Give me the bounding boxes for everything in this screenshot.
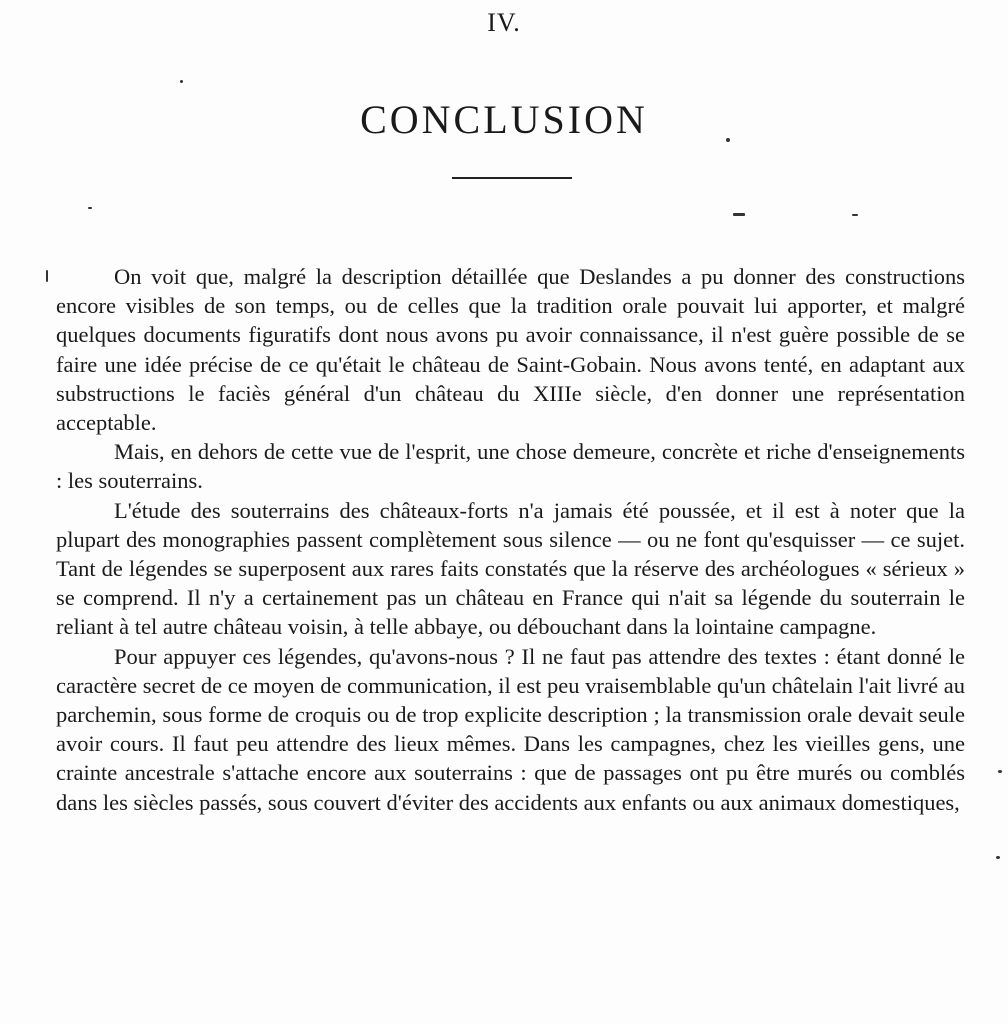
scan-speck (852, 214, 858, 216)
paragraph: Mais, en dehors de cette vue de l'esprit, une chose demeure, concrète et riche d'enseignements : les souterrains. (56, 439, 965, 494)
body-text (56, 262, 965, 817)
scan-speck (88, 207, 92, 209)
page-title: CONCLUSION (360, 97, 648, 142)
paragraph: Pour appuyer ces légendes, qu'avons-nous ? Il ne faut pas attendre des textes : étant donné le caractère secret de ce moyen de communication, il est peu vraisemblable qu'un châtelain l'ait livré au parchemin, sous forme de croquis ou de trop explicite description ; la transmission orale devait seule avoir cours. Il faut peu attendre des lieux mêmes. Dans les campagnes, chez les vieilles gens, une crainte ancestrale s'attache encore aux souterrains : que de passages ont pu être murés ou comblés dans les siècles passés, sous couvert d'éviter des accidents aux enfants ou aux animaux domestiques, (56, 643, 965, 815)
scan-speck (180, 80, 183, 83)
scan-speck (996, 856, 1000, 859)
scan-speck (726, 138, 730, 142)
scan-speck (46, 270, 48, 282)
paragraph: On voit que, malgré la description détaillée que Deslandes a pu donner des constructions encore visibles de son temps, ou de celles que la tradition orale pouvait lui apporter, et malgré quelques documents figuratifs dont nous avons pu avoir connaissance, il n'est guère possible de se faire une idée précise de ce qu'était le château de Saint-Gobain. Nous avons tenté, en adaptant aux substructions le faciès général d'un château du XIIIe siècle, d'en donner une représentation acceptable. (56, 264, 965, 436)
chapter-number: IV. (487, 8, 521, 37)
title-divider (452, 177, 572, 179)
scan-speck (733, 213, 745, 216)
scan-speck (998, 770, 1002, 773)
paragraph: L'étude des souterrains des châteaux-forts n'a jamais été poussée, et il est à noter que la plupart des monographies passent complètement sous silence — ou ne font qu'esquisser — ce sujet. Tant de légendes se superposent aux rares faits constatés que la réserve des archéologues « sérieux » se comprend. Il n'y a certainement pas un château en France qui n'ait sa légende du souterrain le reliant à tel autre château voisin, à telle abbaye, ou débouchant dans la lointaine campagne. (56, 497, 965, 640)
